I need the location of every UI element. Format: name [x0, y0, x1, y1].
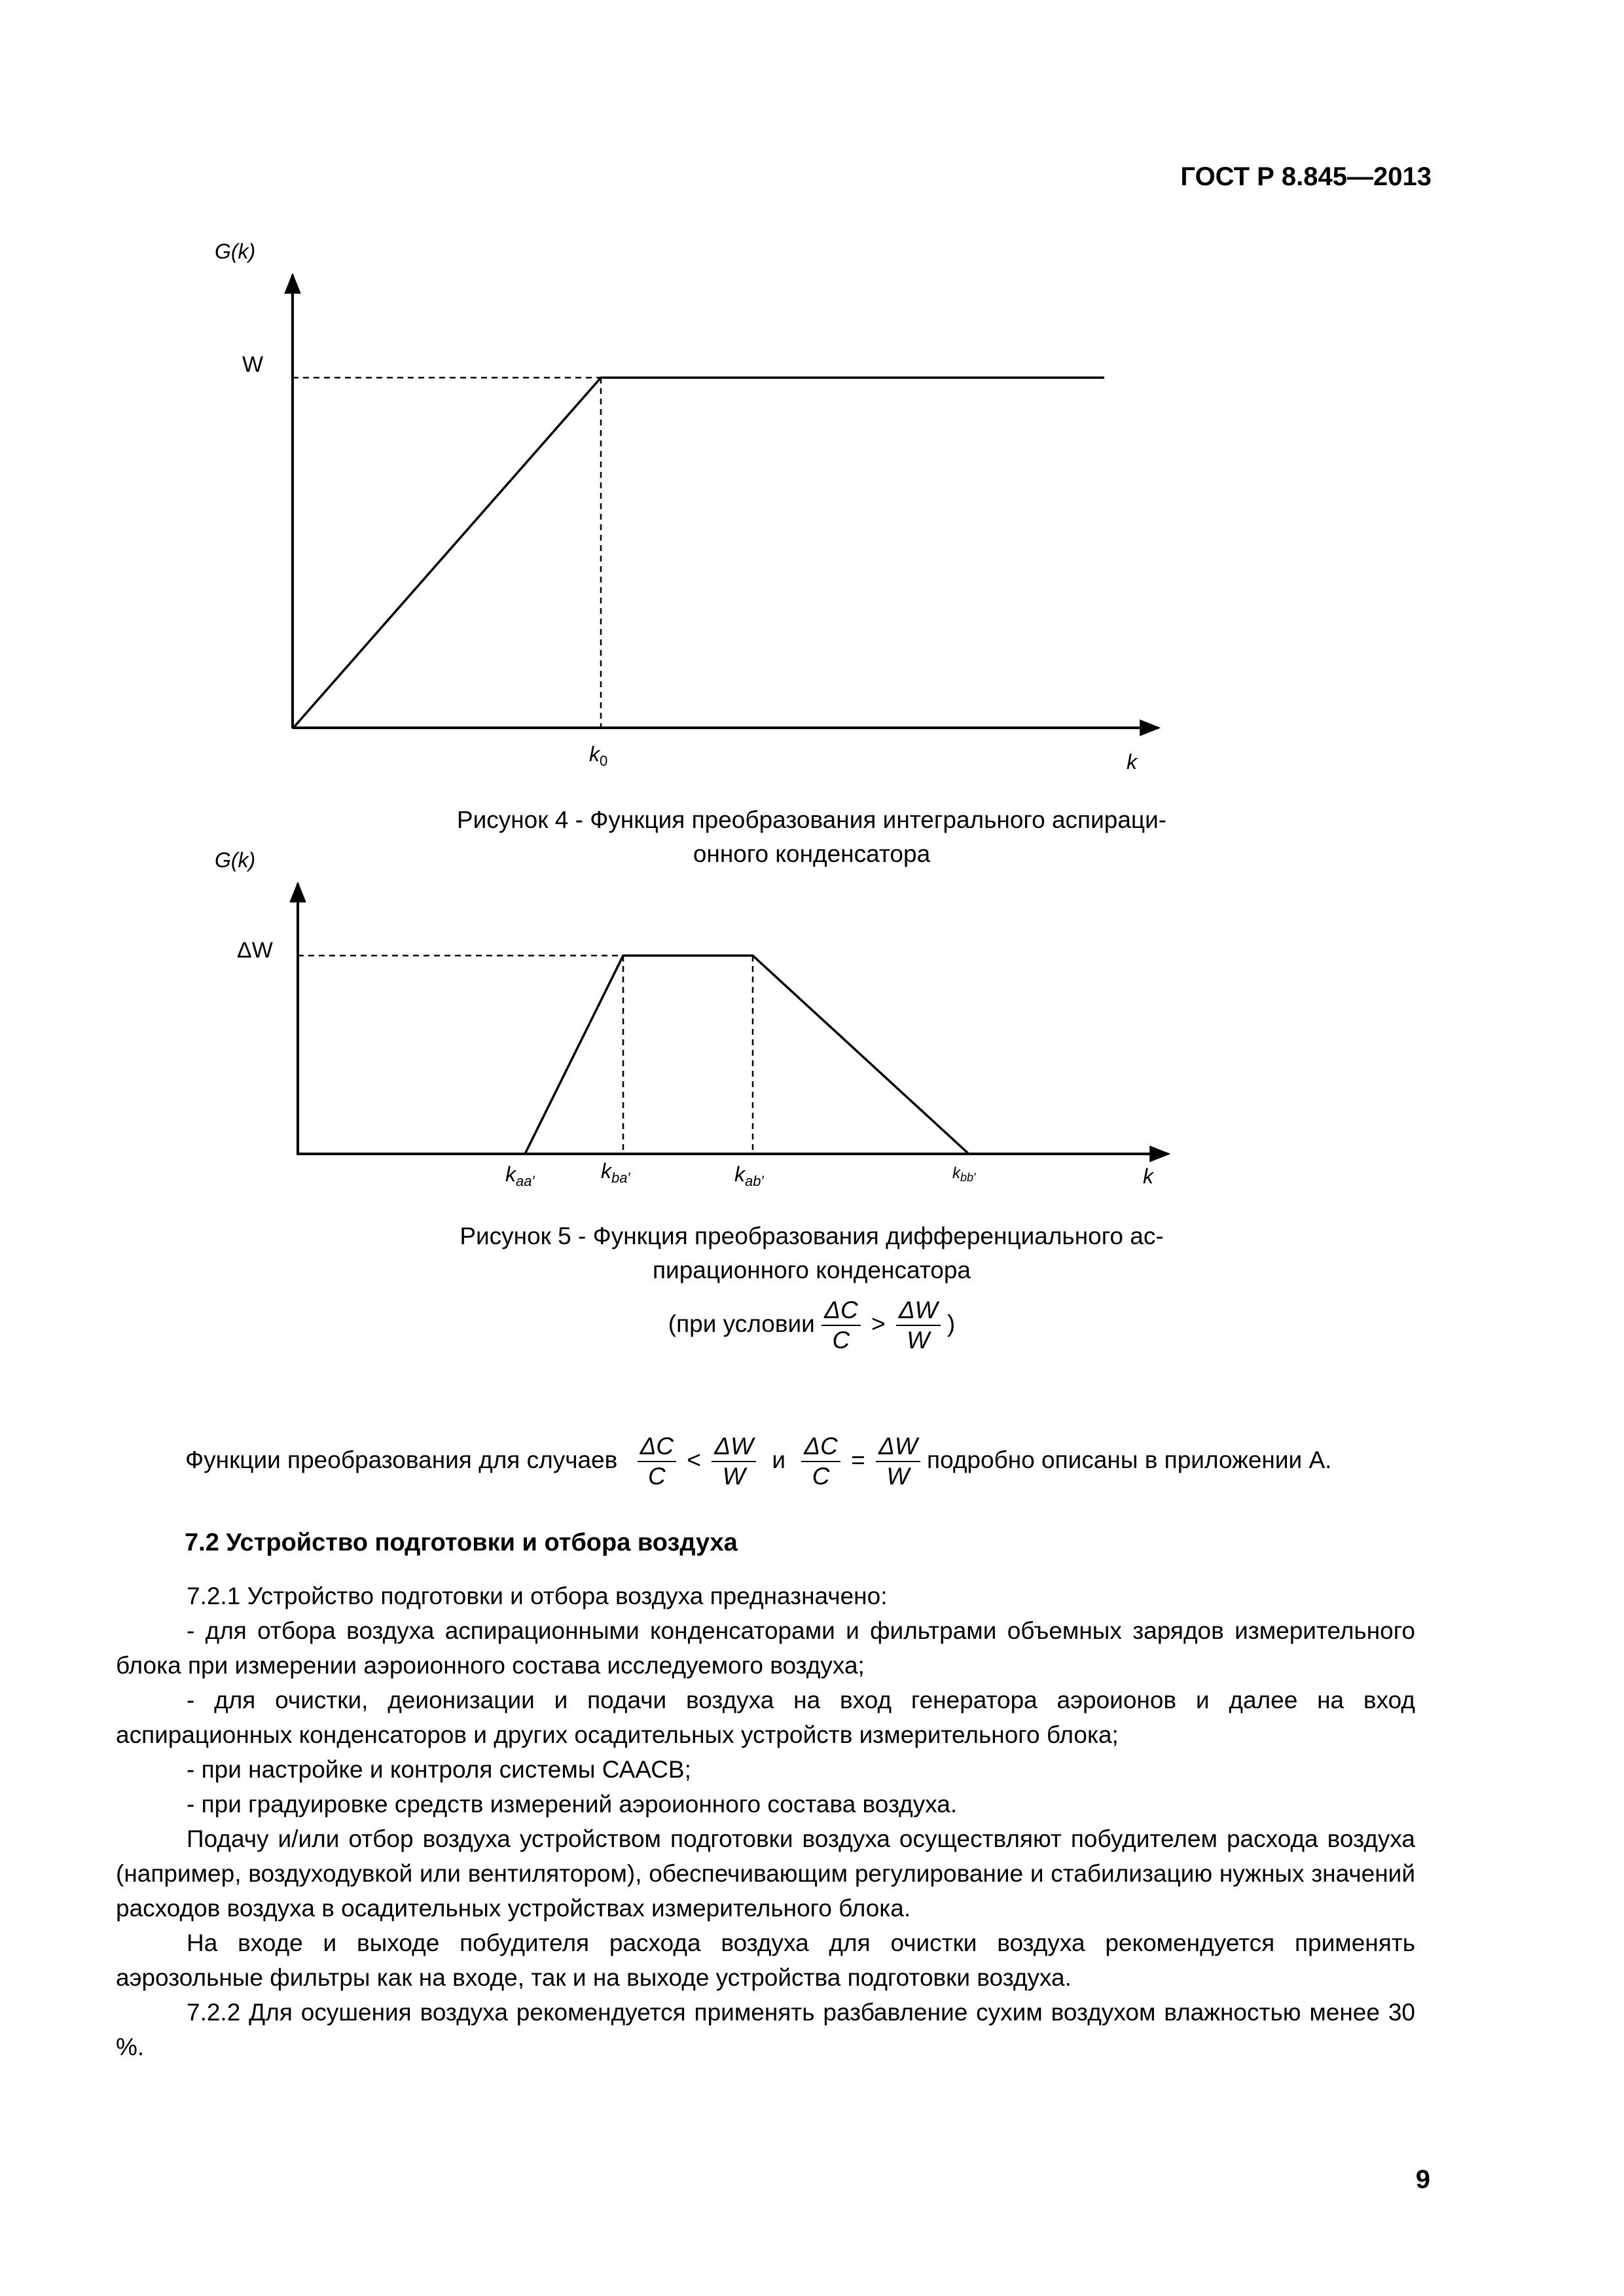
paragraph: - при настройке и контроля системы СААСВ;: [187, 1756, 691, 1783]
y-axis-label: G(k): [215, 848, 256, 872]
y-axis-label: G(k): [215, 240, 256, 263]
kaa-tick-label: $k_{aa'}$: [505, 1162, 535, 1189]
kab-tick-label: $k_{ab'}$: [734, 1162, 764, 1189]
kba-tick-label: $k_{ba'}$: [601, 1159, 630, 1186]
condition-open-text: (при условии: [668, 1310, 815, 1337]
figure-5-condition: [229, 1296, 1394, 1355]
less-than-sign: <: [687, 1446, 702, 1473]
conjunction-and: и: [772, 1446, 785, 1473]
paragraph: - для очистки, деионизации и подачи воздуха на вход генератора аэроионов и далее на вход аспирационных конденсаторов и других осадительных устройств измерительного блока;: [116, 1687, 1415, 1748]
paragraph: 7.2.1 Устройство подготовки и отбора воздуха предназначено:: [187, 1583, 888, 1609]
fraction-dw-w: $\frac{\Delta W}{W}$: [896, 1296, 941, 1355]
paragraph: Подачу и/или отбор воздуха устройством подготовки воздуха осуществляют побудителем расхода воздуха (например, воздуходувкой или вентилятором), обеспечивающим регулирование и стабилизацию нужных значений расходов воздуха в осадительных устройствах измерительного блока.: [116, 1825, 1415, 1922]
fraction-dw-w: $\frac{\Delta W}{W}$: [712, 1432, 756, 1491]
conversion-function-line: [525, 956, 969, 1154]
fraction-dc-c: $\frac{\Delta C}{C}$: [801, 1432, 840, 1491]
paragraph: - при градуировке средств измерений аэроионного состава воздуха.: [187, 1791, 958, 1818]
k0-tick-label: $k_0$: [589, 742, 608, 769]
fraction-dc-c: $\frac{\Delta C}{C}$: [638, 1432, 677, 1491]
document-code: ГОСТ Р 8.845—2013: [1180, 162, 1432, 191]
figure-5-chart: [0, 825, 1624, 1204]
figure-4-caption-line-2: онного конденсатора: [693, 840, 931, 867]
kbb-tick-label: $k_{bb'}$: [952, 1164, 976, 1184]
greater-than-sign: >: [871, 1310, 886, 1337]
functions-prefix: Функции преобразования для случаев: [185, 1446, 618, 1473]
y-mark-label: ΔW: [237, 938, 273, 963]
paragraph: На входе и выходе побудителя расхода воздуха для очистки воздуха рекомендуется применять аэрозольные фильтры как на входе, так и на выходе устройства подготовки воздуха.: [116, 1929, 1415, 1991]
fraction-dw-w: $\frac{\Delta W}{W}$: [876, 1432, 920, 1491]
section-heading: 7.2 Устройство подготовки и отбора воздуха: [185, 1529, 738, 1556]
figure-5-caption-line-1: Рисунок 5 - Функция преобразования дифференциального ас-: [460, 1223, 1164, 1249]
figure-4-chart: [0, 0, 1624, 818]
conversion-function-line: [294, 378, 1104, 727]
functions-suffix: подробно описаны в приложении А.: [927, 1446, 1332, 1473]
fraction-dc-c: $\frac{\Delta C}{C}$: [821, 1296, 861, 1355]
y-mark-label: W: [242, 352, 264, 377]
figure-4-caption-line-1: Рисунок 4 - Функция преобразования интегрального аспираци-: [456, 806, 1167, 833]
page-number: 9: [1415, 2165, 1430, 2194]
section-body: [116, 1579, 1415, 2064]
paragraph: 7.2.2 Для осушения воздуха рекомендуется применять разбавление сухим воздухом влажностью менее 30 %.: [116, 1999, 1415, 2060]
x-axis-label: k: [1143, 1164, 1153, 1188]
figure-5-caption-line-2: пирационного конденсатора: [652, 1257, 971, 1283]
condition-close-text: ): [947, 1310, 956, 1337]
equals-sign: =: [851, 1446, 865, 1473]
x-axis-label: k: [1127, 750, 1137, 774]
figure-5-caption: [229, 1219, 1394, 1287]
functions-cases-line: [185, 1432, 1331, 1491]
paragraph: - для отбора воздуха аспирационными конденсаторами и фильтрами объемных зарядов измерительного блока при измерении аэроионного состава исследуемого воздуха;: [116, 1617, 1415, 1679]
